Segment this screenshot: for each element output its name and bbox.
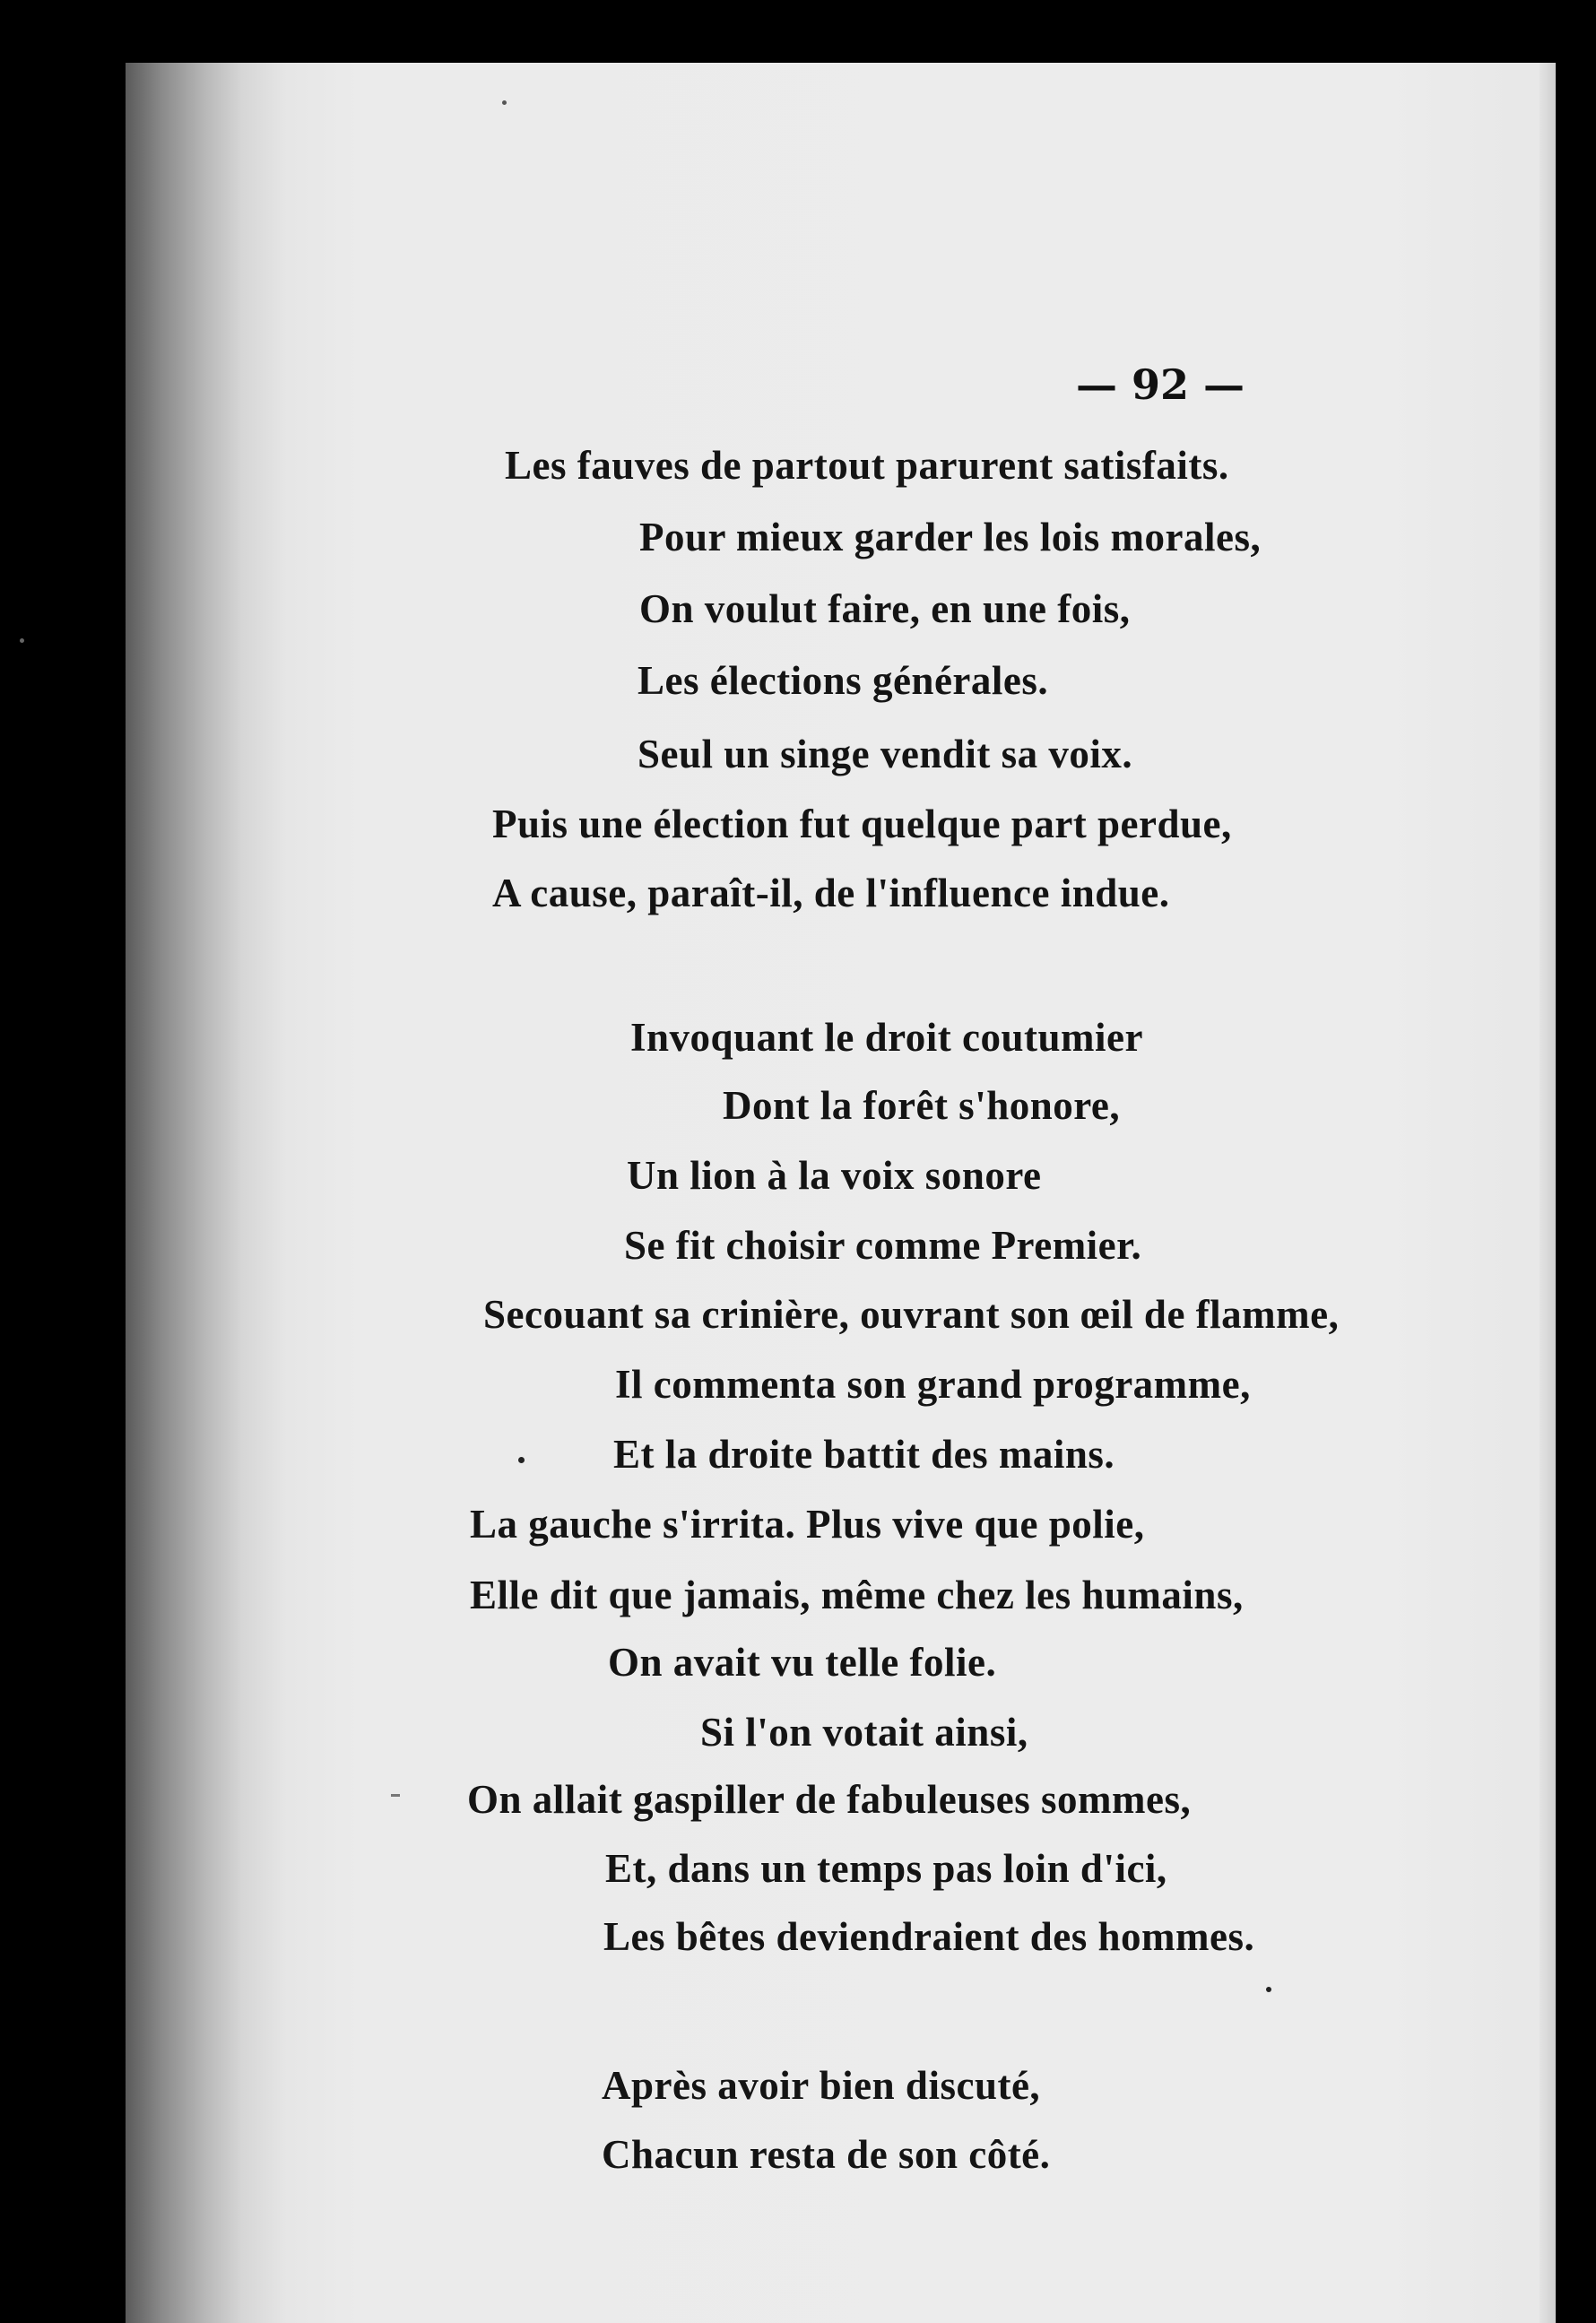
verse-line: Dont la forêt s'honore,: [723, 1083, 1121, 1128]
verse-line: Les élections générales.: [638, 658, 1049, 703]
book-page: [126, 63, 1556, 2323]
verse-line: Puis une élection fut quelque part perdue,: [492, 802, 1232, 846]
scan-speck: [518, 1457, 525, 1463]
verse-line: Invoquant le droit coutumier: [630, 1015, 1143, 1060]
scan-speck: [1266, 1987, 1271, 1992]
verse-line: Elle dit que jamais, même chez les humains,: [470, 1573, 1244, 1617]
verse-line: Les fauves de partout parurent satisfaits.: [505, 443, 1229, 488]
verse-line: Et, dans un temps pas loin d'ici,: [605, 1846, 1167, 1891]
verse-line: Les bêtes deviendraient des hommes.: [603, 1914, 1255, 1959]
verse-line: Un lion à la voix sonore: [627, 1153, 1042, 1198]
verse-line: A cause, paraît-il, de l'influence indue.: [492, 871, 1170, 915]
verse-line: Et la droite battit des mains.: [613, 1432, 1115, 1477]
verse-line: Secouant sa crinière, ouvrant son œil de flamme,: [483, 1292, 1340, 1337]
verse-line: On voulut faire, en une fois,: [639, 586, 1131, 631]
verse-line: Après avoir bien discuté,: [602, 2063, 1041, 2108]
page-number: — 92 —: [1076, 360, 1245, 409]
verse-line: Se fit choisir comme Premier.: [624, 1223, 1142, 1268]
background-speck: [20, 638, 24, 643]
verse-line: Chacun resta de son côté.: [602, 2132, 1051, 2177]
verse-line: On allait gaspiller de fabuleuses sommes,: [467, 1777, 1192, 1822]
verse-line: Si l'on votait ainsi,: [700, 1710, 1028, 1755]
verse-line: Seul un singe vendit sa voix.: [638, 732, 1133, 776]
verse-line: Il commenta son grand programme,: [615, 1362, 1251, 1407]
scan-mark: [391, 1794, 400, 1797]
verse-line: On avait vu telle folie.: [608, 1640, 997, 1685]
verse-line: Pour mieux garder les lois morales,: [639, 515, 1262, 559]
background-speck: [502, 100, 507, 105]
verse-line: La gauche s'irrita. Plus vive que polie,: [470, 1502, 1145, 1547]
